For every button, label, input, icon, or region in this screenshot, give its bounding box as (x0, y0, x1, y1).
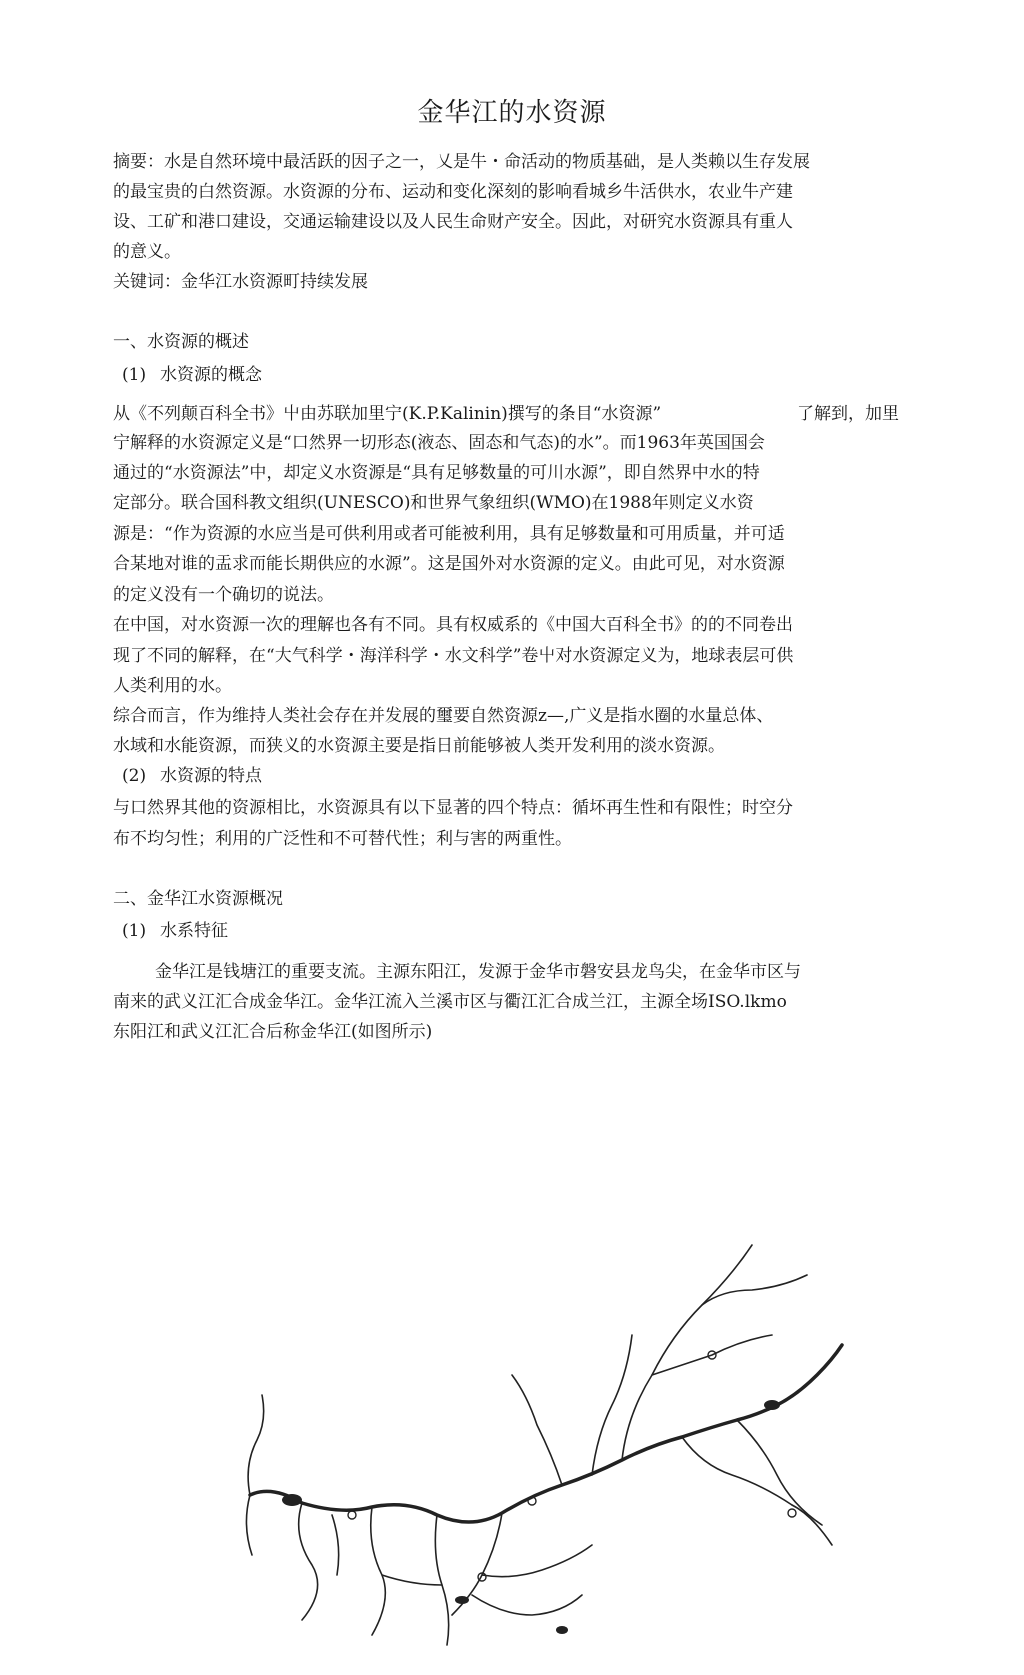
page-title: 金华江的水资源 (417, 98, 607, 128)
section-heading: 二、金华江水资源概况 (113, 889, 283, 909)
paragraph-line: 的定义没有一个确切的说法。 (113, 585, 334, 605)
paragraph-line: 与口然界其他的资源相比，水资源具有以下显著的四个特点：循坏再生性和有限性；时空分 (113, 798, 793, 818)
paragraph-line: 在中国，对水资源一次的理解也各有不同。具有权威系的《中国大百科全书》的的不同卷出 (113, 615, 793, 635)
paragraph-line: 人类利用的水。 (113, 676, 232, 696)
subsection-label: 水资源的概念 (160, 365, 262, 385)
subsection-number: (1) (122, 365, 147, 385)
town-markers (348, 1351, 796, 1581)
subsection-number: (2) (122, 766, 147, 786)
main-river (250, 1345, 842, 1522)
subsection-label: 水系特征 (160, 921, 228, 941)
paragraph-line: 东阳江和武义江汇合后称金华江(如图所示) (113, 1022, 433, 1042)
paragraph-line: 源是：“作为资源的水应当是可供利用或者可能被利用，具有足够数量和可用质量，并可适 (113, 524, 785, 544)
paragraph-line: 现了不同的解释，在“大气科学・海洋科学・水文科学”卷屮对水资源定义为，地球表层可供 (113, 646, 794, 666)
paragraph-line: 通过的“水资源法”中，却定义水资源是“具有足够数量的可川水源”，即自然界中水的特 (113, 463, 760, 483)
paragraph-line: 金华江是钱塘江的重要支流。主源东阳江，发源于金华市磐安县龙鸟尖，在金华市区与 (155, 962, 801, 982)
paragraph-line: 宁解释的水资源定义是“口然界一切形态(液态、固态和气态)的水”。而1963年英国国会 (113, 433, 765, 453)
keywords: 关键词：金华江水资源町持续发展 (113, 272, 368, 292)
paragraph-line: 从《不列颠百科全书》屮由苏联加里宁(K.P.Kalinin)撰写的条目“水资源” (113, 404, 662, 424)
water-bodies (282, 1400, 780, 1634)
section-heading: 一、水资源的概述 (113, 332, 249, 352)
paragraph-line: 综合而言，作为维持人类社会存在并发展的璽要自然资源z—,广义是指水圈的水量总体、 (113, 706, 774, 726)
abstract-line: 摘要：水是自然环境中最活跃的因子之一，乂是牛・命活动的物质基础，是人类赖以生存发展 (113, 152, 810, 172)
paragraph-line: 布不均匀性；利用的广泛性和不可替代性；利与害的两重性。 (113, 829, 572, 849)
river-system-map (232, 1075, 862, 1675)
subsection-heading (122, 364, 262, 386)
tributaries (246, 1245, 832, 1645)
abstract-line: 的最宝贵的白然资源。水资源的分布、运动和变化深刻的影响看城乡牛活供水，农业牛产建 (113, 182, 793, 202)
abstract-line: 设、工矿和港口建设，交通运输建设以及人民生命财产安全。因此，对研究水资源具有重人 (113, 212, 793, 232)
subsection-label: 水资源的特点 (160, 766, 262, 786)
subsection-heading (122, 920, 228, 942)
paragraph-line: 了解到，加里 (797, 404, 899, 424)
paragraph-line: 水域和水能资源，而狭义的水资源主要是指日前能够被人类开发利用的淡水资源。 (113, 736, 725, 756)
subsection-heading (122, 765, 262, 787)
paragraph-line: 合某地对谁的盂求而能长期供应的水源”。这是国外对水资源的定义。由此可见，对水资源 (113, 554, 785, 574)
subsection-number: (1) (122, 921, 147, 941)
abstract-line: 的意义。 (113, 242, 181, 262)
paragraph-line: 南来的武义江汇合成金华江。金华江流入兰溪市区与衢江汇合成兰江，主源全场ISO.lkmo (113, 992, 787, 1012)
paragraph-line: 定部分。联合国科教文组织(UNESCO)和世界气象纽织(WMO)在1988年则定义水资 (113, 493, 754, 513)
